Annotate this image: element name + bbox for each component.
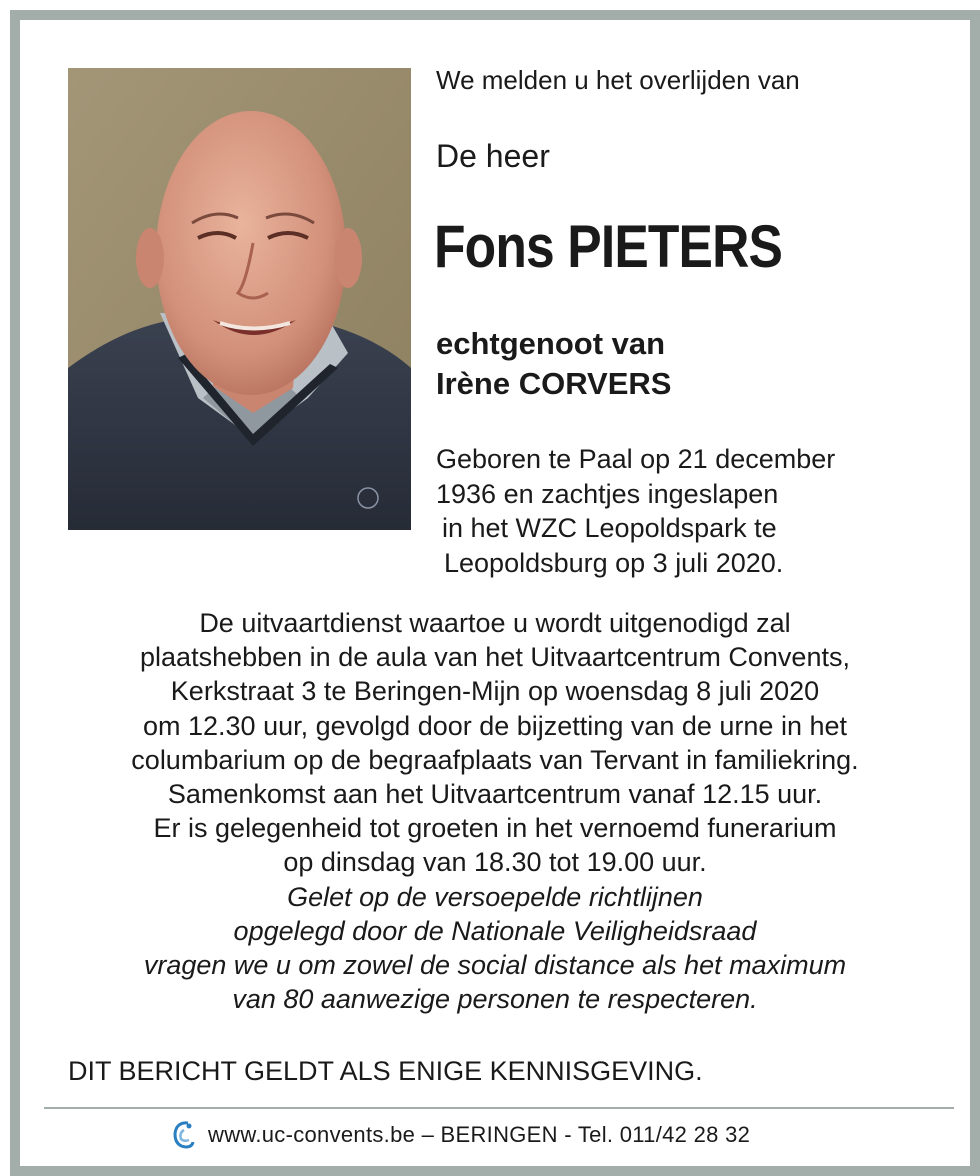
birth-line: Leopoldsburg op 3 juli 2020. bbox=[444, 547, 784, 578]
covid-line: Gelet op de versoepelde richtlijnen bbox=[287, 881, 703, 912]
funeral-home-logo-icon bbox=[170, 1118, 196, 1152]
covid-line: van 80 aanwezige personen te respecteren. bbox=[232, 984, 758, 1015]
spouse-name: Irène CORVERS bbox=[436, 366, 672, 401]
spouse-relation: echtgenoot van bbox=[436, 326, 666, 361]
birth-death-block bbox=[436, 442, 835, 580]
footer bbox=[170, 1115, 750, 1155]
service-line: columbarium op de begraafplaats van Tervant in familiekring. bbox=[131, 744, 859, 775]
service-line: Er is gelegenheid tot groeten in het vernoemd funerarium bbox=[153, 813, 837, 844]
service-block bbox=[60, 606, 930, 1016]
closing-statement: DIT BERICHT GELDT ALS ENIGE KENNISGEVING. bbox=[68, 1056, 703, 1086]
service-line: op dinsdag van 18.30 tot 19.00 uur. bbox=[283, 847, 707, 878]
covid-line: opgelegd door de Nationale Veiligheidsraad bbox=[233, 915, 757, 946]
birth-line: 1936 en zachtjes ingeslapen bbox=[436, 478, 779, 509]
covid-line: vragen we u om zowel de social distance als het maximum bbox=[143, 950, 847, 981]
notice-frame bbox=[10, 10, 980, 1176]
salutation: De heer bbox=[436, 138, 550, 174]
service-line: Samenkomst aan het Uitvaartcentrum vanaf 12.15 uur. bbox=[167, 779, 823, 810]
intro-text: We melden u het overlijden van bbox=[436, 65, 800, 95]
portrait-photo bbox=[68, 68, 411, 530]
service-line: om 12.30 uur, gevolgd door de bijzetting van de urne in het bbox=[143, 710, 847, 741]
service-line: plaatshebben in de aula van het Uitvaartcentrum Convents, bbox=[140, 642, 850, 673]
birth-line: Geboren te Paal op 21 december bbox=[436, 444, 836, 474]
spouse-block bbox=[436, 324, 671, 404]
deceased-name: Fons PIETERS bbox=[434, 213, 783, 280]
service-line: Kerkstraat 3 te Beringen-Mijn op woensdag 8 juli 2020 bbox=[170, 676, 820, 707]
footer-contact: www.uc-convents.be – BERINGEN - Tel. 011/42 28 32 bbox=[208, 1122, 751, 1147]
birth-line: in het WZC Leopoldspark te bbox=[442, 513, 777, 543]
service-line: De uitvaartdienst waartoe u wordt uitgenodigd zal bbox=[199, 608, 791, 638]
footer-divider bbox=[44, 1107, 954, 1109]
